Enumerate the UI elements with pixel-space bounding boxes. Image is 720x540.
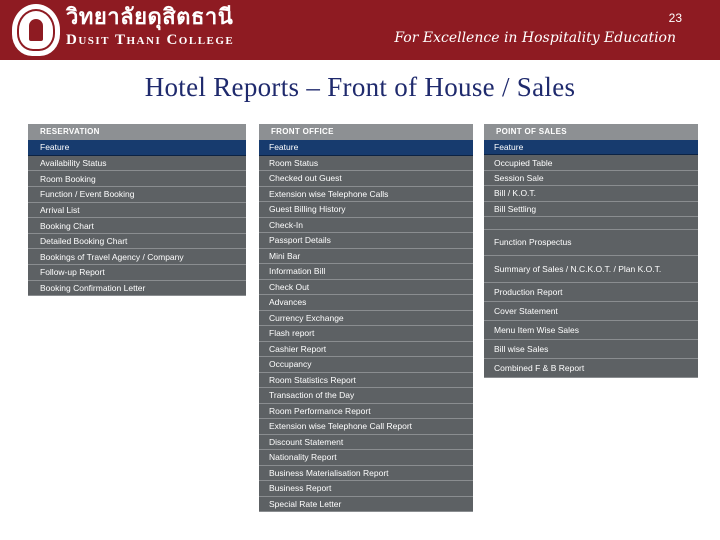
reservation-item-availability-status[interactable]: Availability Status xyxy=(28,156,246,172)
pos-item-bill-kot[interactable]: Bill / K.O.T. xyxy=(484,186,698,201)
front-office-item-flash-report[interactable]: Flash report xyxy=(259,326,473,342)
front-office-item-currency-exchange[interactable]: Currency Exchange xyxy=(259,311,473,327)
pos-item-session-sale[interactable]: Session Sale xyxy=(484,171,698,186)
pos-item-bill-wise-sales[interactable]: Bill wise Sales xyxy=(484,340,698,359)
front-office-item-guest-billing-history[interactable]: Guest Billing History xyxy=(259,202,473,218)
front-office-item-room-statistics-report[interactable]: Room Statistics Report xyxy=(259,373,473,389)
pos-item-combined-fb-report[interactable]: Combined F & B Report xyxy=(484,359,698,378)
college-english-name: Dusit Thani College xyxy=(66,32,235,48)
reservation-heading: RESERVATION xyxy=(28,124,246,140)
front-office-menu-panel xyxy=(259,124,473,512)
front-office-item-room-performance-report[interactable]: Room Performance Report xyxy=(259,404,473,420)
college-crest-icon xyxy=(12,4,60,56)
reservation-item-detailed-booking-chart[interactable]: Detailed Booking Chart xyxy=(28,234,246,250)
front-office-item-business-materialisation-report[interactable]: Business Materialisation Report xyxy=(259,466,473,482)
slide-title: Hotel Reports – Front of House / Sales xyxy=(144,72,576,102)
pos-item-cover-statement[interactable]: Cover Statement xyxy=(484,302,698,321)
reservation-item-travel-agency-bookings[interactable]: Bookings of Travel Agency / Company xyxy=(28,249,246,265)
front-office-item-checked-out-guest[interactable]: Checked out Guest xyxy=(259,171,473,187)
slide-header xyxy=(0,0,720,60)
reservation-item-follow-up-report[interactable]: Follow-up Report xyxy=(28,265,246,281)
reservation-item-booking-chart[interactable]: Booking Chart xyxy=(28,218,246,234)
front-office-item-transaction-of-the-day[interactable]: Transaction of the Day xyxy=(259,388,473,404)
front-office-item-discount-statement[interactable]: Discount Statement xyxy=(259,435,473,451)
reservation-item-feature[interactable]: Feature xyxy=(28,140,246,156)
front-office-item-room-status[interactable]: Room Status xyxy=(259,156,473,172)
front-office-item-cashier-report[interactable]: Cashier Report xyxy=(259,342,473,358)
reservation-item-function-event-booking[interactable]: Function / Event Booking xyxy=(28,187,246,203)
front-office-item-passport-details[interactable]: Passport Details xyxy=(259,233,473,249)
slide-number: 23 xyxy=(668,11,682,25)
front-office-item-feature[interactable]: Feature xyxy=(259,140,473,156)
reservation-item-room-booking[interactable]: Room Booking xyxy=(28,171,246,187)
front-office-item-extension-call-report[interactable]: Extension wise Telephone Call Report xyxy=(259,419,473,435)
pos-item-function-prospectus[interactable]: Function Prospectus xyxy=(484,230,698,256)
pos-item-production-report[interactable]: Production Report xyxy=(484,283,698,302)
point-of-sales-menu-panel xyxy=(484,124,698,378)
reservation-menu-panel xyxy=(28,124,246,296)
front-office-item-check-out[interactable]: Check Out xyxy=(259,280,473,296)
pos-item-occupied-table[interactable]: Occupied Table xyxy=(484,155,698,170)
pos-item-feature[interactable]: Feature xyxy=(484,140,698,155)
pos-item-summary-of-sales[interactable]: Summary of Sales / N.C.K.O.T. / Plan K.O.T. xyxy=(484,256,698,283)
front-office-item-special-rate-letter[interactable]: Special Rate Letter xyxy=(259,497,473,513)
pos-item-bill-settling[interactable]: Bill Settling xyxy=(484,202,698,217)
front-office-item-advances[interactable]: Advances xyxy=(259,295,473,311)
front-office-heading: FRONT OFFICE xyxy=(259,124,473,140)
reservation-item-arrival-list[interactable]: Arrival List xyxy=(28,203,246,219)
pos-empty-row xyxy=(484,217,698,230)
front-office-item-business-report[interactable]: Business Report xyxy=(259,481,473,497)
front-office-item-nationality-report[interactable]: Nationality Report xyxy=(259,450,473,466)
front-office-item-extension-telephone-calls[interactable]: Extension wise Telephone Calls xyxy=(259,187,473,203)
college-tagline: For Excellence in Hospitality Education xyxy=(394,30,676,46)
pos-item-menu-item-wise-sales[interactable]: Menu Item Wise Sales xyxy=(484,321,698,340)
front-office-item-mini-bar[interactable]: Mini Bar xyxy=(259,249,473,265)
front-office-item-occupancy[interactable]: Occupancy xyxy=(259,357,473,373)
college-thai-name: วิทยาลัยดุสิตธานี xyxy=(66,5,234,30)
reservation-item-booking-confirmation-letter[interactable]: Booking Confirmation Letter xyxy=(28,281,246,297)
point-of-sales-heading: POINT OF SALES xyxy=(484,124,698,140)
front-office-item-information-bill[interactable]: Information Bill xyxy=(259,264,473,280)
front-office-item-check-in[interactable]: Check-In xyxy=(259,218,473,234)
